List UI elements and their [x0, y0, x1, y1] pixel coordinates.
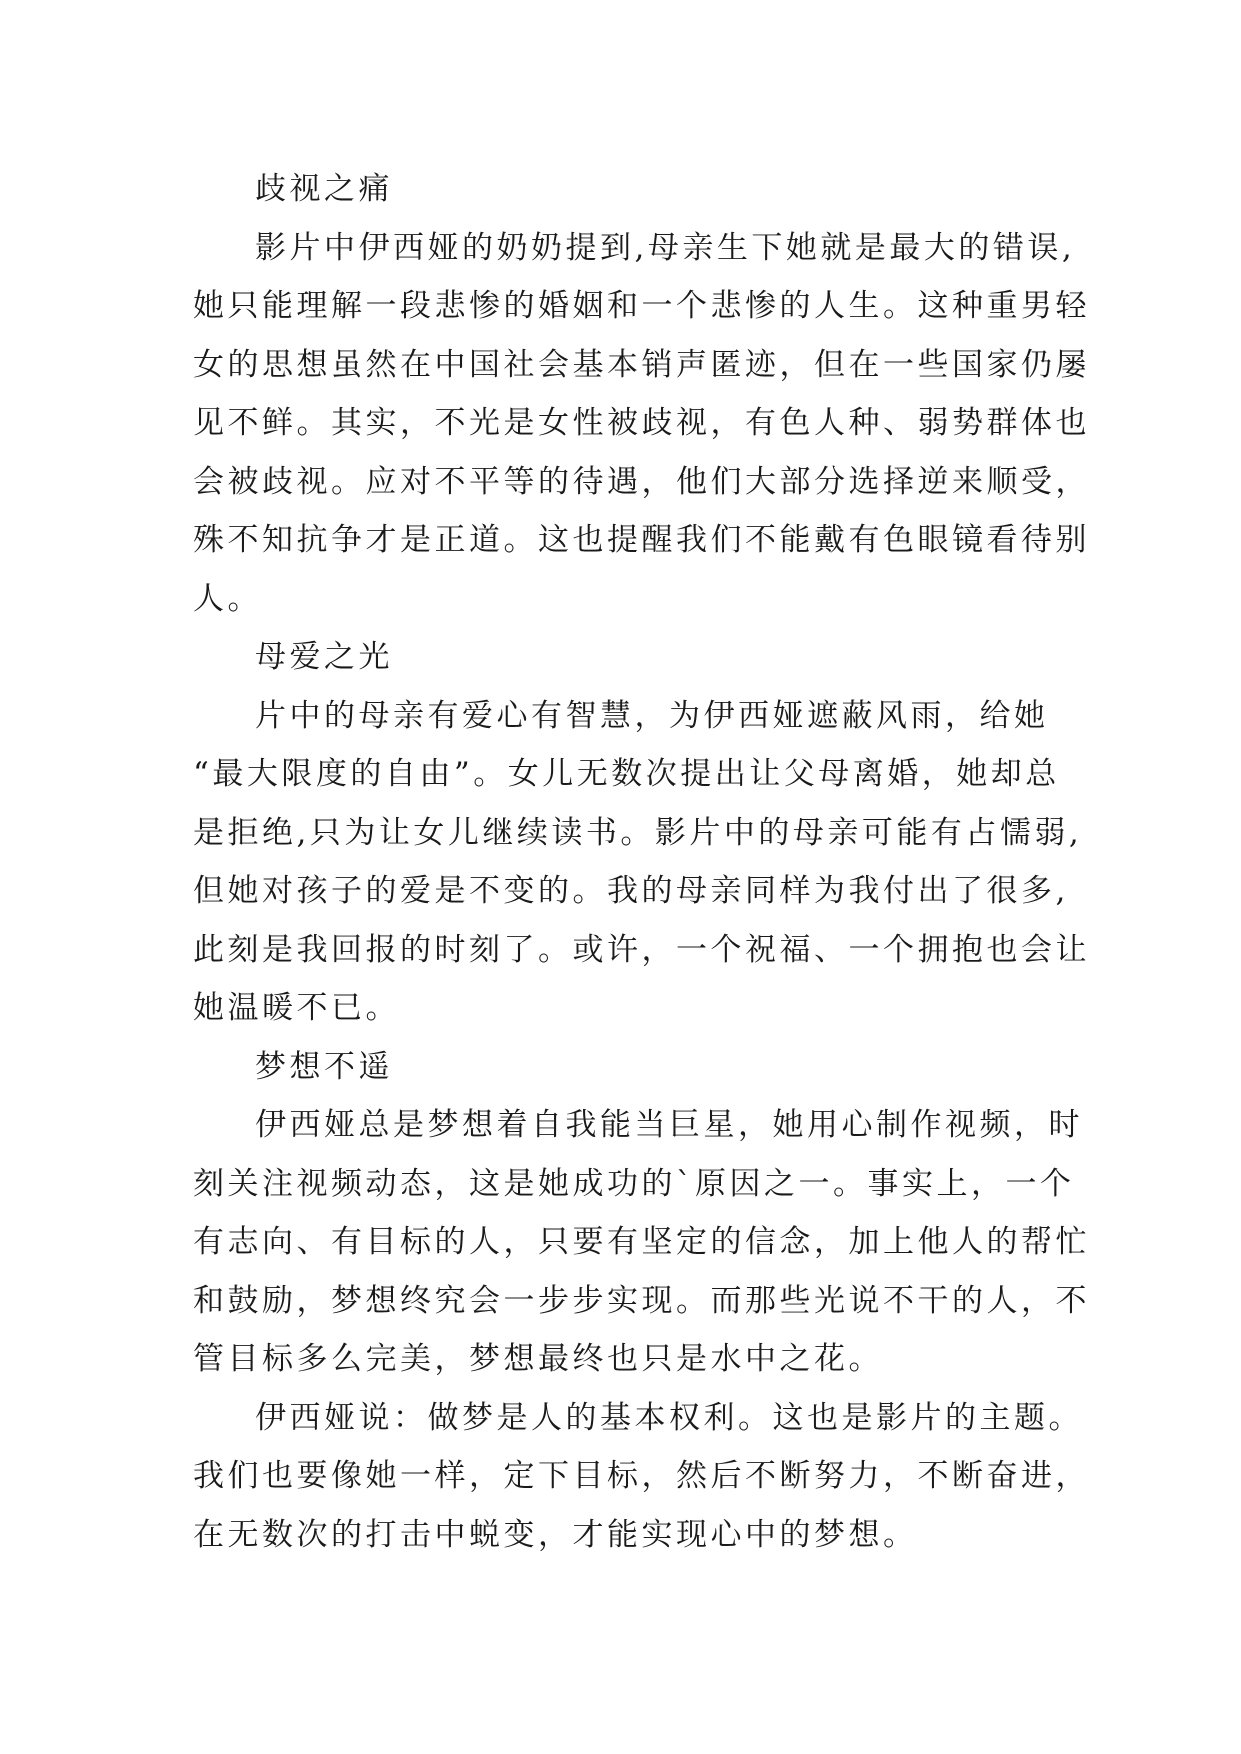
text-line: 在无数次的打击中蜕变，才能实现心中的梦想。: [193, 1516, 918, 1553]
text-line: 她只能理解一段悲惨的婚姻和一个悲惨的人生。这种重男轻: [193, 288, 1090, 324]
section-heading: 母爱之光: [255, 639, 393, 675]
text-line: 殊不知抗争才是正道。这也提醒我们不能戴有色眼镜看待别: [193, 522, 1090, 558]
text-line: 女的思想虽然在中国社会基本销声匿迹，但在一些国家仍屡: [193, 346, 1090, 383]
text-line: “最大限度的自由”。女儿无数次提出让父母离婚，她却总: [193, 756, 1060, 792]
text-line: 伊西娅总是梦想着自我能当巨星，她用心制作视频，时: [255, 1107, 1083, 1143]
section-heading: 歧视之痛: [255, 171, 393, 207]
text-line: 见不鲜。其实，不光是女性被歧视，有色人种、弱势群体也: [193, 405, 1090, 441]
text-line: 管目标多么完美，梦想最终也只是水中之花。: [193, 1341, 883, 1377]
text-line: 会被歧视。应对不平等的待遇，他们大部分选择逆来顺受，: [193, 463, 1090, 500]
text-line: 伊西娅说：做梦是人的基本权利。这也是影片的主题。: [255, 1399, 1083, 1436]
paragraph: [193, 1096, 1090, 1389]
text-line: 但她对孩子的爱是不变的。我的母亲同样为我付出了很多,: [193, 873, 1069, 909]
paragraph: [193, 687, 1090, 1038]
text-line: 人。: [193, 580, 262, 617]
text-line: 我们也要像她一样，定下目标，然后不断努力，不断奋进，: [193, 1458, 1090, 1494]
text-line: 是拒绝,只为让女儿继续读书。影片中的母亲可能有占懦弱,: [193, 814, 1083, 851]
text-line: 此刻是我回报的时刻了。或许，一个祝福、一个拥抱也会让: [193, 931, 1090, 968]
text-line: 影片中伊西娅的奶奶提到,母亲生下她就是最大的错误,: [255, 229, 1076, 266]
text-line: 和鼓励，梦想终究会一步步实现。而那些光说不干的人，不: [193, 1282, 1090, 1319]
document-page: [193, 160, 1090, 1564]
paragraph: [193, 219, 1090, 629]
paragraph: [193, 1389, 1090, 1565]
text-line: 有志向、有目标的人，只要有坚定的信念，加上他人的帮忙: [193, 1224, 1090, 1260]
text-line: 刻关注视频动态，这是她成功的`原因之一。事实上，一个: [193, 1165, 1075, 1202]
text-line: 片中的母亲有爱心有智慧，为伊西娅遮蔽风雨，给她: [255, 697, 1049, 734]
text-line: 她温暖不已。: [193, 990, 400, 1026]
section-heading: 梦想不遥: [255, 1048, 393, 1085]
